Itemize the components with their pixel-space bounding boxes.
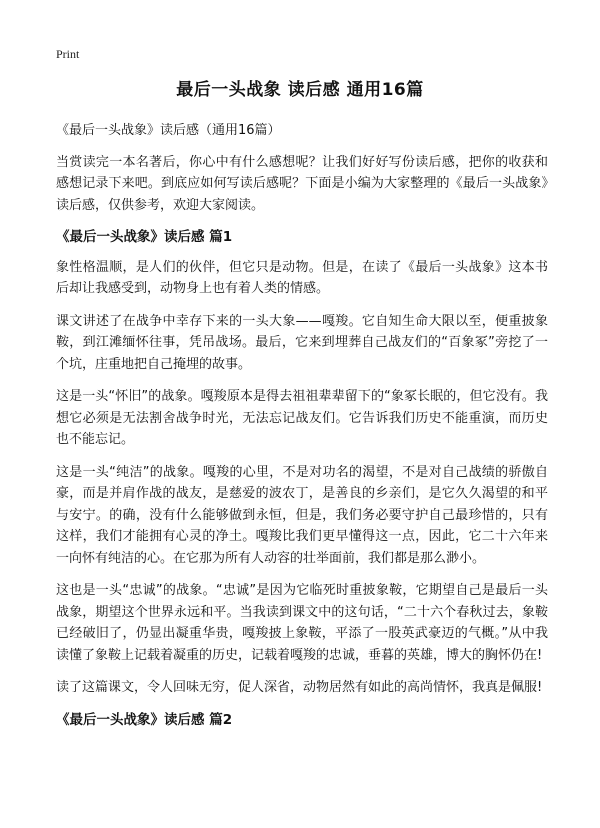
paragraph: 象性格温顺，是人们的伙伴，但它只是动物。但是，在读了《最后一头战象》这本书后却让我感受到，动物身上也有着人类的情感。 bbox=[56, 259, 548, 296]
section-heading-1: 《最后一头战象》读后感 篇1 bbox=[56, 229, 233, 245]
paragraph: 读了这篇课文，令人回味无穷，促人深省，动物居然有如此的高尚情怀，我真是佩服! bbox=[56, 680, 543, 695]
paragraph: 这也是一头“忠诚”的战象。“忠诚”是因为它临死时重披象鞍，它期望自己是最后一头战象，期望这个世界永远和平。当我读到课文中的这句话，“二十六个春秋过去，象鞍已经破旧了，仍显出凝重华贵，嘎羧披上象鞍，平添了一股英武豪迈的气概。”从中我读懂了象鞍上记载着凝重的历史，记载着嘎羧的忠诚，垂暮的英雄，博大的胸怀仍在! bbox=[56, 583, 548, 663]
paragraph: 这是一头“纯洁”的战象。嘎羧的心里，不是对功名的渴望，不是对自己战绩的骄傲自豪，而是并肩作战的战友，是慈爱的波农丁，是善良的乡亲们，是它久久渴望的和平与安宁。的确，没有什么能够做到永恒，但是，我们务必要守护自己最珍惜的，只有这样，我们才能拥有心灵的净土。嘎羧比我们更早懂得这一点，因此，它二十六年来一向怀有纯洁的心。在它那为所有人动容的壮举面前，我们都是那么渺小。 bbox=[56, 464, 548, 566]
intro-paragraph: 当赏读完一本名著后，你心中有什么感想呢？让我们好好写份读后感，把你的收获和感想记录下来吧。到底应如何写读后感呢？下面是小编为大家整理的《最后一头战象》读后感，仅供参考，欢迎大家阅读。 bbox=[56, 154, 548, 213]
paragraph: 这是一头“怀旧”的战象。嘎羧原本是得去祖祖辈辈留下的“象冢长眠的，但它没有。我想它必须是无法割舍战争时光，无法忘记战友们。它告诉我们历史不能重演，而历史也不能忘记。 bbox=[56, 389, 548, 447]
print-link[interactable]: Print bbox=[56, 47, 80, 61]
page-title: 最后一头战象 读后感 通用16篇 bbox=[176, 80, 424, 100]
article-body bbox=[56, 120, 548, 739]
section-heading-2: 《最后一头战象》读后感 篇2 bbox=[56, 711, 233, 728]
article-subtitle: 《最后一头战象》读后感（通用16篇） bbox=[56, 123, 281, 138]
paragraph: 课文讲述了在战争中幸存下来的一头大象——嘎羧。它自知生命大限以至，便重披象鞍，到江滩缅怀往事，凭吊战场。最后，它来到埋葬自己战友们的“百象冢”旁挖了一个坑，庄重地把自己掩埋的故事。 bbox=[56, 313, 548, 372]
